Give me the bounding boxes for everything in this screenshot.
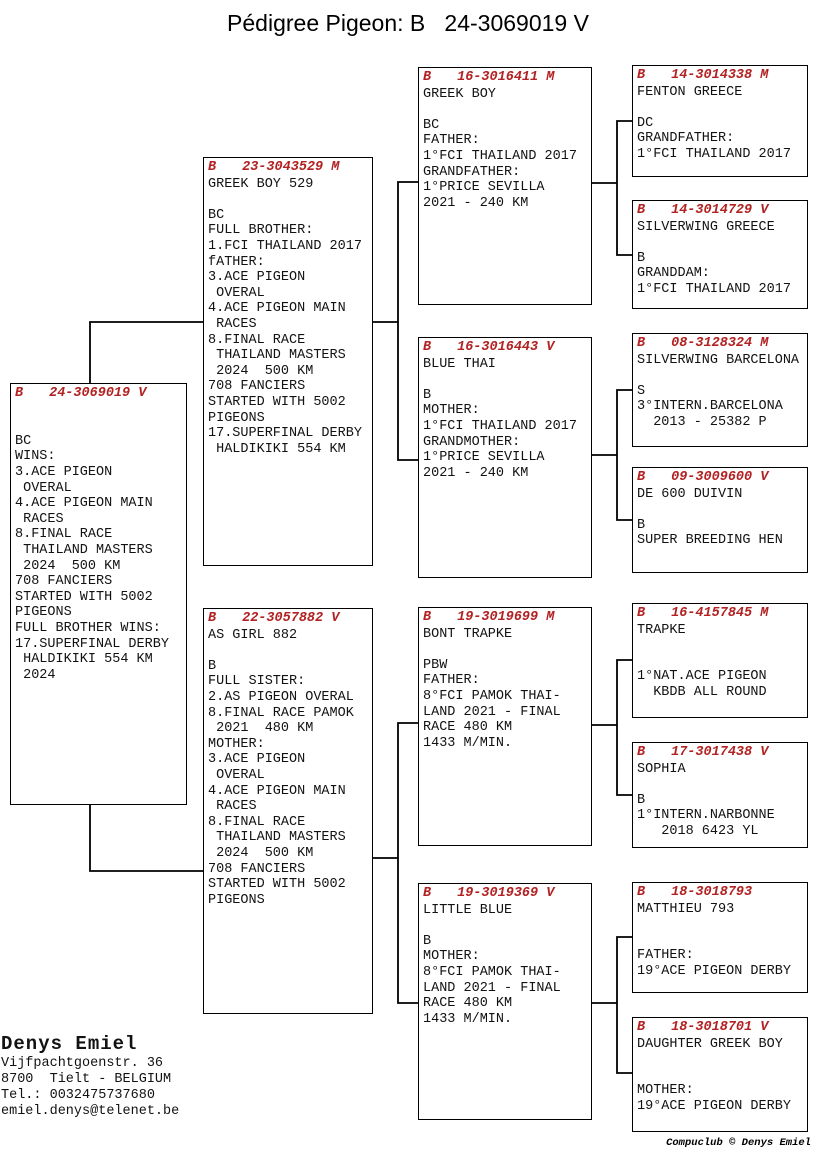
box-text-line: 708 FANCIERS [208,379,306,395]
box-text-line: BC [208,207,225,223]
box-header [633,604,807,622]
pedigree-box-ggp3 [632,333,808,447]
box-text-line: 2.AS PIGEON OVERAL [208,689,354,705]
box-text-line: KBDB ALL ROUND [637,684,767,700]
country-code: B [423,886,432,901]
box-text-line: OVERAL [208,285,265,301]
country-code: B [423,70,432,85]
pedigree-box-ggp2 [632,200,808,309]
owner-block [1,1032,179,1120]
box-text-line: 2024 500 KM [208,363,314,379]
box-text-line: 2024 500 KM [15,558,121,574]
box-text-line: THAILAND MASTERS [15,542,153,558]
box-details [419,902,591,1028]
box-text-line: STARTED WITH 5002 [208,394,346,410]
pedigree-box-ggp6 [632,742,808,848]
box-text-line: 8°FCI PAMOK THAI- [423,688,561,704]
box-text-line: OVERAL [15,480,72,496]
box-text-line: BC [15,433,32,449]
box-text-line: SILVERWING GREECE [637,219,775,235]
pedigree-box-subject [10,383,187,805]
box-text-line [637,933,803,949]
box-text-line [637,502,803,518]
box-text-line: HALDIKIKI 554 KM [15,652,153,668]
country-code: B [637,885,646,900]
box-text-line: 3.ACE PIGEON [15,464,113,480]
box-details [204,627,372,909]
box-text-line [637,1068,803,1084]
pedigree-box-mother [203,608,373,1014]
box-header [419,338,591,356]
ring-number: 18-3018701 V [671,1020,769,1035]
country-code: B [637,1020,646,1035]
box-details [633,622,807,701]
box-text-line: GRANDFATHER: [637,131,735,147]
box-text-line [15,418,182,434]
box-text-line [637,1052,803,1068]
ring-number: 16-4157845 M [671,606,769,621]
box-text-line: MOTHER: [423,949,480,965]
box-text-line: 8.FINAL RACE [208,332,306,348]
country-code: B [637,745,646,760]
ring-number: 17-3017438 V [671,745,769,760]
box-text-line: 1433 M/MIN. [423,735,513,751]
box-text-line: 3.ACE PIGEON [208,752,306,768]
box-details [633,1036,807,1115]
pedigree-box-ggp8 [632,1017,808,1132]
box-text-line: 17.SUPERFINAL DERBY [208,426,362,442]
box-text-line: FULL BROTHER WINS: [15,620,161,636]
box-text-line: WINS: [15,449,56,465]
box-text-line [208,643,368,659]
box-text-line: DC [637,115,654,131]
box-text-line: B [637,250,646,266]
box-text-line: PIGEONS [15,605,72,621]
box-text-line: 8°FCI PAMOK THAI- [423,964,561,980]
box-text-line: LAND 2021 - FINAL [423,704,561,720]
box-text-line: GRANDMOTHER: [423,434,521,450]
box-text-line: DE 600 DUIVIN [637,486,743,502]
box-text-line: S [637,383,646,399]
box-text-line: MOTHER: [423,403,480,419]
box-text-line [637,235,803,251]
box-text-line: 2021 480 KM [208,721,314,737]
box-text-line: RACE 480 KM [423,720,513,736]
box-text-line: AS GIRL 882 [208,627,298,643]
pedigree-box-paternal-grandmother [418,337,592,578]
ring-number: 23-3043529 M [242,160,340,175]
box-text-line: SOPHIA [637,761,686,777]
box-text-line [423,372,587,388]
owner-phone: Tel.: 0032475737680 [1,1088,155,1103]
ring-number: 16-3016443 V [457,340,555,355]
box-text-line [637,654,803,670]
box-text-line: BONT TRAPKE [423,626,513,642]
box-text-line: TRAPKE [637,622,686,638]
box-text-line [423,102,587,118]
box-text-line [637,777,803,793]
box-text-line: 2021 - 240 KM [423,465,529,481]
box-text-line: FULL BROTHER: [208,223,314,239]
box-details [633,219,807,298]
country-code: B [637,203,646,218]
country-code: B [423,340,432,355]
country-code: B [208,611,217,626]
box-text-line [637,368,803,384]
connector-mother-grandparents [398,723,418,1003]
ring-number: 18-3018793 [671,885,753,900]
country-code: B [637,336,646,351]
box-text-line: GREEK BOY [423,86,496,102]
ring-number: 22-3057882 V [242,611,340,626]
box-header [11,384,186,402]
box-text-line: STARTED WITH 5002 [208,877,346,893]
box-text-line: RACES [208,799,257,815]
box-details [633,486,807,549]
box-text-line: 1°FCI THAILAND 2017 [423,418,577,434]
box-text-line: LAND 2021 - FINAL [423,980,561,996]
box-text-line: SILVERWING BARCELONA [637,352,800,368]
country-code: B [15,386,24,401]
country-code: B [637,68,646,83]
box-text-line: RACES [15,511,64,527]
ring-number: 09-3009600 V [671,470,769,485]
box-text-line: 2024 500 KM [208,845,314,861]
box-text-line: 1°NAT.ACE PIGEON [637,669,767,685]
box-text-line [637,917,803,933]
pedigree-box-maternal-grandfather [418,607,592,846]
box-text-line: 1°FCI THAILAND 2017 [637,146,791,162]
box-text-line: RACES [208,316,257,332]
box-text-line: 1°INTERN.NARBONNE [637,808,775,824]
connector-gp3-parents [617,660,632,795]
pedigree-box-maternal-grandmother [418,883,592,1120]
owner-address-line: Vijfpachtgoenstr. 36 [1,1056,164,1071]
box-text-line: GRANDDAM: [637,266,710,282]
ring-number: 14-3014729 V [671,203,769,218]
ring-number: 08-3128324 M [671,336,769,351]
box-text-line: 8.FINAL RACE PAMOK [208,705,354,721]
connector-gp4-parents [617,937,632,1073]
box-text-line: 1433 M/MIN. [423,1011,513,1027]
box-text-line: FATHER: [423,673,480,689]
box-text-line: 2013 - 25382 P [637,414,767,430]
pedigree-box-ggp1 [632,65,808,177]
box-header [633,201,807,219]
pedigree-box-ggp5 [632,603,808,718]
box-details [633,352,807,431]
box-text-line: 1°FCI THAILAND 2017 [637,281,791,297]
box-text-line: 1°FCI THAILAND 2017 [423,148,577,164]
box-text-line: 3.ACE PIGEON [208,270,306,286]
box-text-line: 708 FANCIERS [208,861,306,877]
box-header [633,66,807,84]
connector-gp2-parents [617,390,632,520]
box-text-line: fATHER: [208,254,265,270]
box-header [419,608,591,626]
box-header [633,1018,807,1036]
ring-number: 24-3069019 V [49,386,147,401]
box-header [204,609,372,627]
box-text-line: PBW [423,657,448,673]
box-text-line: MATTHIEU 793 [637,901,735,917]
box-text-line: 19°ACE PIGEON DERBY [637,963,791,979]
box-text-line: 3°INTERN.BARCELONA [637,399,783,415]
connector-subject-father [90,322,203,383]
box-text-line: GRANDFATHER: [423,164,521,180]
country-code: B [637,606,646,621]
box-text-line [15,403,182,419]
box-details [633,761,807,840]
box-text-line: 708 FANCIERS [15,574,113,590]
box-text-line: 19°ACE PIGEON DERBY [637,1098,791,1114]
box-text-line: 1.FCI THAILAND 2017 [208,238,362,254]
box-text-line: DAUGHTER GREEK BOY [637,1036,783,1052]
box-text-line: B [423,933,432,949]
pedigree-box-ggp4 [632,467,808,573]
box-text-line: 2024 [15,667,56,683]
box-text-line: 4.ACE PIGEON MAIN [15,496,153,512]
pedigree-box-father [203,157,373,566]
country-code: B [208,160,217,175]
country-code: B [637,470,646,485]
box-text-line: MOTHER: [637,1083,694,1099]
box-text-line: 4.ACE PIGEON MAIN [208,301,346,317]
box-text-line: GREEK BOY 529 [208,176,314,192]
box-text-line: RACE 480 KM [423,996,513,1012]
box-text-line: 17.SUPERFINAL DERBY [15,636,169,652]
box-text-line: 4.ACE PIGEON MAIN [208,783,346,799]
box-text-line: MOTHER: [208,736,265,752]
owner-email: emiel.denys@telenet.be [1,1104,180,1119]
country-code: B [423,610,432,625]
connector-gp1-parents [617,121,632,255]
box-text-line: 8.FINAL RACE [208,814,306,830]
box-text-line [637,638,803,654]
owner-city-line: 8700 Tielt - BELGIUM [1,1072,172,1087]
box-header [419,884,591,902]
box-text-line: SUPER BREEDING HEN [637,533,783,549]
box-text-line: FATHER: [637,948,694,964]
box-details [419,626,591,752]
box-text-line: B [208,658,217,674]
box-text-line: FATHER: [423,133,480,149]
box-text-line: B [637,517,646,533]
ring-number: 16-3016411 M [457,70,555,85]
box-details [633,84,807,163]
box-header [633,883,807,901]
ring-number: 14-3014338 M [671,68,769,83]
box-details [11,402,186,684]
box-details [204,176,372,458]
box-header [633,334,807,352]
box-details [419,86,591,212]
box-text-line: THAILAND MASTERS [208,830,346,846]
box-text-line [423,918,587,934]
box-header [633,468,807,486]
box-text-line: 1°PRICE SEVILLA [423,180,545,196]
box-text-line: 1°PRICE SEVILLA [423,450,545,466]
box-text-line: FENTON GREECE [637,84,743,100]
pedigree-box-ggp7 [632,882,808,993]
box-text-line: BC [423,117,440,133]
box-text-line: THAILAND MASTERS [208,348,346,364]
box-text-line [208,192,368,208]
box-text-line: BLUE THAI [423,356,496,372]
box-text-line: PIGEONS [208,410,265,426]
connector-subject-mother [90,805,203,871]
box-details [633,901,807,980]
box-text-line [423,642,587,658]
box-text-line: LITTLE BLUE [423,902,513,918]
box-text-line: B [637,792,646,808]
ring-number: 19-3019369 V [457,886,555,901]
box-text-line: B [423,387,432,403]
box-text-line: STARTED WITH 5002 [15,589,153,605]
box-text-line: PIGEONS [208,892,265,908]
connector-father-grandparents [398,182,418,460]
page-title: Pédigree Pigeon: B 24-3069019 V [227,10,589,36]
box-header [419,68,591,86]
ring-number: 19-3019699 M [457,610,555,625]
box-text-line: 2018 6423 YL [637,823,759,839]
owner-name: Denys Emiel [1,1033,138,1055]
pedigree-box-paternal-grandfather [418,67,592,305]
box-text-line: 2021 - 240 KM [423,195,529,211]
box-text-line: 8.FINAL RACE [15,527,113,543]
box-text-line: FULL SISTER: [208,674,306,690]
footer-credit: Compuclub © Denys Emiel [666,1137,811,1149]
box-text-line [637,100,803,116]
box-text-line: OVERAL [208,767,265,783]
box-header [633,743,807,761]
box-details [419,356,591,482]
box-text-line: HALDIKIKI 554 KM [208,441,346,457]
box-header [204,158,372,176]
